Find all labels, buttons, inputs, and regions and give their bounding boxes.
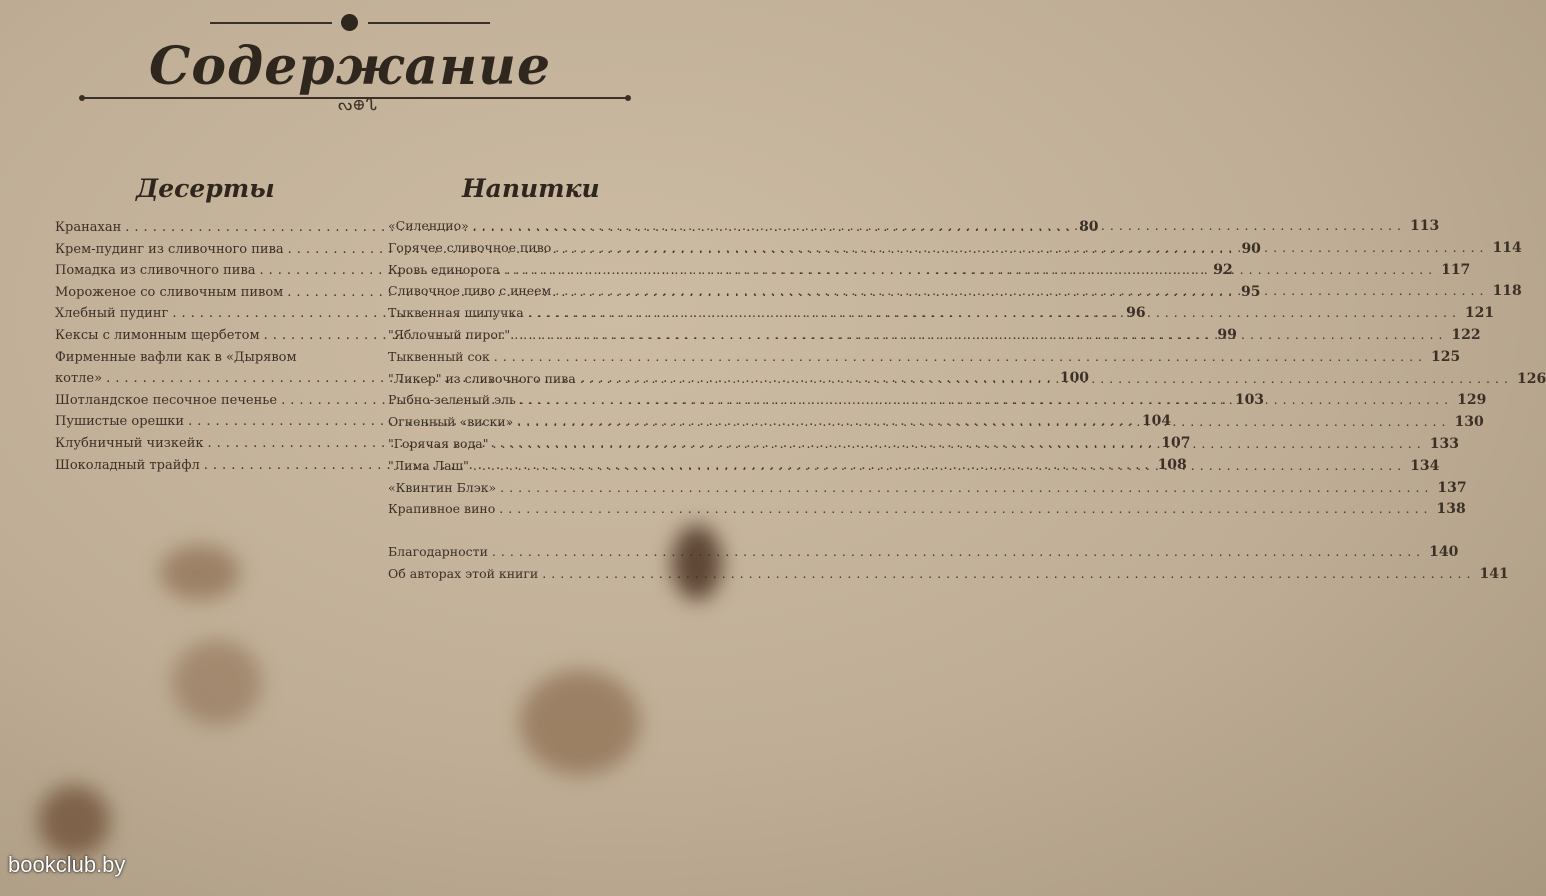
toc-entry[interactable]: Помадка из сливочного пива ..... 92 bbox=[55, 260, 327, 282]
toc-entry[interactable]: Кранахан ..... 80 bbox=[55, 217, 327, 239]
toc-entry[interactable]: Об авторах этой книги ..... 141 bbox=[388, 563, 656, 585]
toc-entry-line1[interactable]: Фирменные вафли как в «Дырявом bbox=[55, 349, 297, 365]
toc-entry-line2[interactable]: котле» ..... 100 bbox=[55, 368, 327, 390]
toc-entry[interactable]: Хлебный пудинг ..... 96 bbox=[55, 303, 327, 325]
toc-entry[interactable]: Благодарности ..... 140 bbox=[388, 541, 656, 563]
ornament-line-right bbox=[368, 22, 490, 24]
toc-entry[interactable]: "Яблочный пирог" ..... 122 bbox=[388, 324, 656, 346]
toc-entry[interactable]: Крем-пудинг из сливочного пива ..... 90 bbox=[55, 239, 327, 261]
toc-entry[interactable]: Горячее сливочное пиво ..... 114 bbox=[388, 237, 656, 259]
toc-entry[interactable]: Огненный «виски» ..... 130 bbox=[388, 411, 656, 433]
toc-entry[interactable]: Кровь единорога ..... 117 bbox=[388, 259, 656, 281]
toc-entry[interactable]: Тыквенный сок ..... 125 bbox=[388, 346, 656, 368]
toc-entry[interactable]: Пушистые орешки ..... 104 bbox=[55, 411, 327, 433]
toc-entry[interactable]: «Квинтин Блэк» ..... 137 bbox=[388, 477, 656, 499]
toc-entry[interactable]: "Ликер" из сливочного пива ..... 126 bbox=[388, 368, 656, 390]
flourish-icon: ᔓ⊕ᔐ bbox=[338, 95, 378, 114]
toc-entry[interactable]: Крапивное вино ..... 138 bbox=[388, 498, 656, 520]
toc-entry[interactable]: «Силенцио» ..... 113 bbox=[388, 215, 656, 237]
desserts-heading: Десерты bbox=[136, 174, 275, 203]
drinks-heading: Напитки bbox=[462, 174, 600, 203]
toc-entry[interactable]: Шотландское песочное печенье ..... 103 bbox=[55, 390, 327, 412]
ornament-line-left bbox=[210, 22, 332, 24]
stain bbox=[38, 785, 110, 857]
page-title: Содержание bbox=[148, 36, 552, 97]
toc-entry[interactable]: Кексы с лимонным щербетом ..... 99 bbox=[55, 325, 327, 347]
list-gap bbox=[388, 520, 656, 541]
toc-entry[interactable]: Клубничный чизкейк ..... 107 bbox=[55, 433, 327, 455]
watermark: bookclub.by bbox=[8, 852, 126, 877]
top-ornament bbox=[210, 12, 490, 32]
ornament-dot-icon bbox=[341, 14, 358, 31]
toc-entry[interactable]: "Лима Лаш" ..... 134 bbox=[388, 455, 656, 477]
stain bbox=[172, 640, 262, 725]
toc-entry[interactable]: Рыбно-зеленый эль ..... 129 bbox=[388, 389, 656, 411]
stain bbox=[160, 545, 240, 600]
stain bbox=[520, 670, 640, 775]
toc-entry[interactable]: Тыквенная шипучка ..... 121 bbox=[388, 302, 656, 324]
toc-entry[interactable]: Шоколадный трайфл ..... 108 bbox=[55, 455, 327, 477]
toc-entry[interactable]: Сливочное пиво с инеем ..... 118 bbox=[388, 280, 656, 302]
toc-entry[interactable]: "Горячая вода" ..... 133 bbox=[388, 433, 656, 455]
toc-entry[interactable]: Мороженое со сливочным пивом ..... 95 bbox=[55, 282, 327, 304]
